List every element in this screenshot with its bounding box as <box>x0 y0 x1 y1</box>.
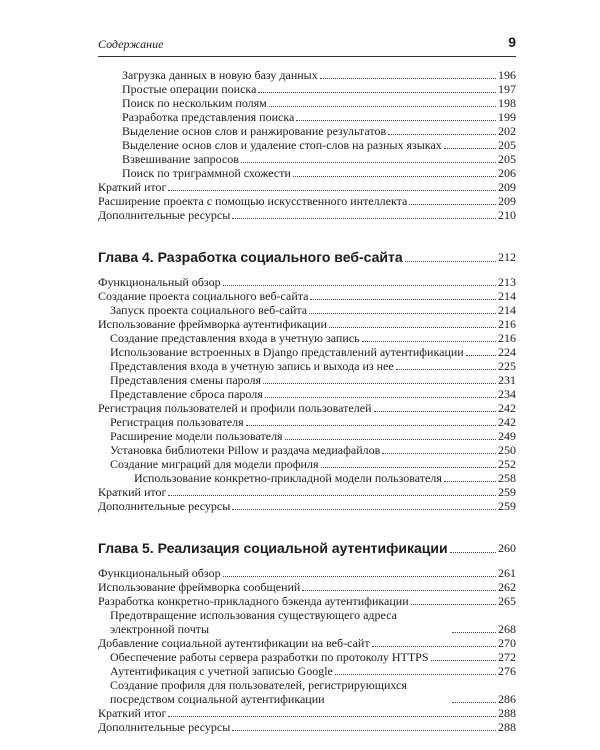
toc-entry-page: 206 <box>498 166 516 180</box>
toc-entry-page: 205 <box>498 152 516 166</box>
toc-entry-page: 242 <box>498 415 516 429</box>
toc-entry-page: 268 <box>498 622 516 636</box>
toc-entry-title: Взвешивание запросов <box>122 152 239 166</box>
toc-entry-page: 202 <box>498 124 516 138</box>
toc-entry-title: Создание представления входа в учетную запись <box>110 331 360 345</box>
toc-entry-page: 262 <box>498 580 516 594</box>
toc-entry-title: Разработка представления поиска <box>122 110 295 124</box>
toc-entry-title: Дополнительные ресурсы <box>98 720 231 734</box>
toc-entry[interactable] <box>98 82 516 96</box>
toc-entry-title: Использование фреймворка сообщений <box>98 580 301 594</box>
dot-leader <box>405 261 496 262</box>
toc-entry-title: Краткий итог <box>98 706 167 720</box>
dot-leader <box>374 411 497 412</box>
toc-entry-page: 216 <box>498 317 516 331</box>
toc-entry-page: 272 <box>498 650 516 664</box>
dot-leader <box>285 439 496 440</box>
toc-entry-title: Разработка конкретно-прикладного бэкенда аутентификации <box>98 594 409 608</box>
dot-leader <box>265 397 496 398</box>
toc-entry-title: Представления смены пароля <box>110 373 261 387</box>
toc-entry[interactable] <box>98 566 516 580</box>
toc-entry-page: 250 <box>498 443 516 457</box>
toc-entry[interactable] <box>98 180 516 194</box>
toc-entry-page: 214 <box>498 303 516 317</box>
dot-leader <box>309 313 496 314</box>
chapter-4-entries <box>98 275 516 513</box>
toc-entry-title: Запуск проекта социального веб-сайта <box>110 303 308 317</box>
toc-entry[interactable] <box>98 303 516 317</box>
toc-entry[interactable] <box>98 275 516 289</box>
toc-entry-page: 209 <box>498 180 516 194</box>
toc-entry-page: 198 <box>498 96 516 110</box>
toc-entry-page: 252 <box>498 457 516 471</box>
toc-entry-title: Установка библиотеки Pillow и раздача медиафайлов <box>110 443 381 457</box>
toc-entry-title: Создание проекта социального веб-сайта <box>98 289 309 303</box>
toc-entry-title: Расширение модели пользователя <box>110 429 283 443</box>
toc-entry-title: Функциональный обзор <box>98 566 221 580</box>
dot-leader <box>168 495 496 496</box>
toc-entry[interactable] <box>98 720 516 734</box>
toc-entry-title: Регистрация пользователей и профили пользователей <box>98 401 372 415</box>
toc-entry[interactable] <box>98 194 516 208</box>
dot-leader <box>372 646 496 647</box>
toc-entry-title: Обеспечение работы сервера разработки по протоколу HTTPS <box>110 650 429 664</box>
dot-leader <box>302 590 496 591</box>
toc-entry-page: 288 <box>498 706 516 720</box>
header-rule <box>98 56 516 57</box>
toc-entry[interactable] <box>98 457 516 471</box>
toc-entry-page: 288 <box>498 720 516 734</box>
dot-leader <box>258 92 496 93</box>
dot-leader <box>232 730 496 731</box>
dot-leader <box>329 327 496 328</box>
dot-leader <box>452 632 496 633</box>
dot-leader <box>241 162 496 163</box>
toc-entry-title: Функциональный обзор <box>98 275 221 289</box>
running-header <box>98 36 516 54</box>
toc-entry-title: Представление сброса пароля <box>110 387 263 401</box>
toc-entry-page: 231 <box>498 373 516 387</box>
toc-entry[interactable] <box>98 415 516 429</box>
table-of-contents <box>98 68 516 734</box>
toc-entry-page: 216 <box>498 331 516 345</box>
toc-entry[interactable] <box>98 124 516 138</box>
dot-leader <box>431 660 496 661</box>
dot-leader <box>382 453 496 454</box>
toc-entry-title: Регистрация пользователя <box>110 415 244 429</box>
toc-entry-title: Создание профиля для пользователей, регистрирующихся посредством социальной аутентификации <box>110 678 407 706</box>
toc-entry-title: Выделение основ слов и ранжирование результатов <box>122 124 387 138</box>
chapter-5-heading[interactable] <box>98 540 516 556</box>
toc-entry-title: Расширение проекта с помощью искусственного интеллекта <box>98 194 408 208</box>
toc-entry-title: Поиск по триграммной схожести <box>122 166 291 180</box>
toc-entry[interactable] <box>98 594 516 608</box>
toc-entry[interactable] <box>98 345 516 359</box>
toc-entry-page: 209 <box>498 194 516 208</box>
chapter-page: 260 <box>498 541 516 555</box>
toc-entry[interactable] <box>98 443 516 457</box>
toc-entry-title: Предотвращение использования существующего адреса электронной почты <box>110 608 397 636</box>
toc-entry-page: 224 <box>498 345 516 359</box>
toc-entry-title: Добавление социальной аутентификации на веб-сайт <box>98 636 370 650</box>
dot-leader <box>246 425 496 426</box>
dot-leader <box>263 383 496 384</box>
toc-entry-title: Использование фреймворка аутентификации <box>98 317 327 331</box>
dot-leader <box>321 467 497 468</box>
toc-entry[interactable] <box>98 152 516 166</box>
dot-leader <box>168 716 496 717</box>
toc-section-continued <box>98 68 516 222</box>
toc-entry-title: Использование встроенных в Django представлений аутентификации <box>110 345 464 359</box>
dot-leader <box>232 218 496 219</box>
toc-entry[interactable] <box>98 636 516 650</box>
toc-entry[interactable] <box>98 166 516 180</box>
toc-entry[interactable] <box>98 401 516 415</box>
dot-leader <box>411 604 496 605</box>
toc-entry-page: 234 <box>498 387 516 401</box>
toc-entry-title: Дополнительные ресурсы <box>98 208 231 222</box>
toc-entry-page: 259 <box>498 485 516 499</box>
toc-entry-page: 261 <box>498 566 516 580</box>
dot-leader <box>396 369 496 370</box>
running-header-title: Содержание <box>98 37 164 51</box>
toc-entry-page: 213 <box>498 275 516 289</box>
toc-entry[interactable] <box>98 387 516 401</box>
toc-entry-page: 265 <box>498 594 516 608</box>
toc-entry-title: Использование конкретно-прикладной модели пользователя <box>134 471 442 485</box>
chapter-title: Глава 5. Реализация социальной аутентификации <box>98 540 448 556</box>
toc-entry[interactable] <box>98 706 516 720</box>
toc-entry-page: 258 <box>498 471 516 485</box>
dot-leader <box>362 341 496 342</box>
dot-leader <box>320 78 496 79</box>
toc-entry[interactable] <box>98 68 516 82</box>
page-number: 9 <box>508 34 516 50</box>
toc-entry-page: 242 <box>498 401 516 415</box>
dot-leader <box>388 134 496 135</box>
toc-entry[interactable] <box>98 373 516 387</box>
toc-entry-title: Создание миграций для модели профиля <box>110 457 319 471</box>
toc-entry[interactable] <box>98 471 516 485</box>
dot-leader <box>444 481 496 482</box>
chapter-title: Глава 4. Разработка социального веб-сайта <box>98 249 403 265</box>
toc-entry-page: 210 <box>498 208 516 222</box>
toc-entry[interactable] <box>98 485 516 499</box>
toc-entry-page: 286 <box>498 692 516 706</box>
toc-entry[interactable] <box>98 580 516 594</box>
toc-entry[interactable] <box>98 664 516 678</box>
toc-entry[interactable] <box>98 359 516 373</box>
toc-entry-title: Краткий итог <box>98 485 167 499</box>
toc-entry-title: Выделение основ слов и удаление стоп-слов на разных языках <box>122 138 442 152</box>
dot-leader <box>335 674 496 675</box>
dot-leader <box>466 355 496 356</box>
dot-leader <box>452 702 496 703</box>
dot-leader <box>310 299 496 300</box>
toc-entry[interactable] <box>98 650 516 664</box>
toc-entry-page: 197 <box>498 82 516 96</box>
dot-leader <box>450 552 496 553</box>
toc-entry-title: Загрузка данных в новую базу данных <box>122 68 318 82</box>
toc-entry-title: Краткий итог <box>98 180 167 194</box>
toc-entry-title: Аутентификация с учетной записью Google <box>110 664 333 678</box>
toc-entry[interactable] <box>98 289 516 303</box>
chapter-5-entries <box>98 566 516 734</box>
toc-entry[interactable] <box>98 208 516 222</box>
dot-leader <box>269 106 496 107</box>
toc-entry[interactable] <box>98 429 516 443</box>
toc-entry-page: 249 <box>498 429 516 443</box>
toc-entry-page: 276 <box>498 664 516 678</box>
chapter-page: 212 <box>498 250 516 264</box>
dot-leader <box>168 190 496 191</box>
toc-entry-page: 214 <box>498 289 516 303</box>
toc-entry[interactable] <box>98 678 516 706</box>
toc-entry-title: Простые операции поиска <box>122 82 257 96</box>
chapter-4-heading[interactable] <box>98 249 516 265</box>
toc-entry[interactable] <box>98 110 516 124</box>
dot-leader <box>223 576 496 577</box>
dot-leader <box>293 176 496 177</box>
toc-entry[interactable] <box>98 317 516 331</box>
dot-leader <box>409 204 496 205</box>
toc-entry-page: 270 <box>498 636 516 650</box>
toc-entry-title: Поиск по нескольким полям <box>122 96 267 110</box>
toc-entry[interactable] <box>98 331 516 345</box>
toc-entry-title: Дополнительные ресурсы <box>98 499 231 513</box>
toc-entry-page: 225 <box>498 359 516 373</box>
toc-entry-title: Представления входа в учетную запись и выхода из нее <box>110 359 394 373</box>
toc-entry[interactable] <box>98 138 516 152</box>
toc-entry[interactable] <box>98 608 516 636</box>
toc-entry-page: 259 <box>498 499 516 513</box>
toc-entry[interactable] <box>98 96 516 110</box>
toc-entry-page: 199 <box>498 110 516 124</box>
dot-leader <box>232 509 496 510</box>
dot-leader <box>444 148 496 149</box>
dot-leader <box>223 285 496 286</box>
toc-entry-page: 205 <box>498 138 516 152</box>
dot-leader <box>296 120 496 121</box>
toc-entry[interactable] <box>98 499 516 513</box>
toc-entry-page: 196 <box>498 68 516 82</box>
